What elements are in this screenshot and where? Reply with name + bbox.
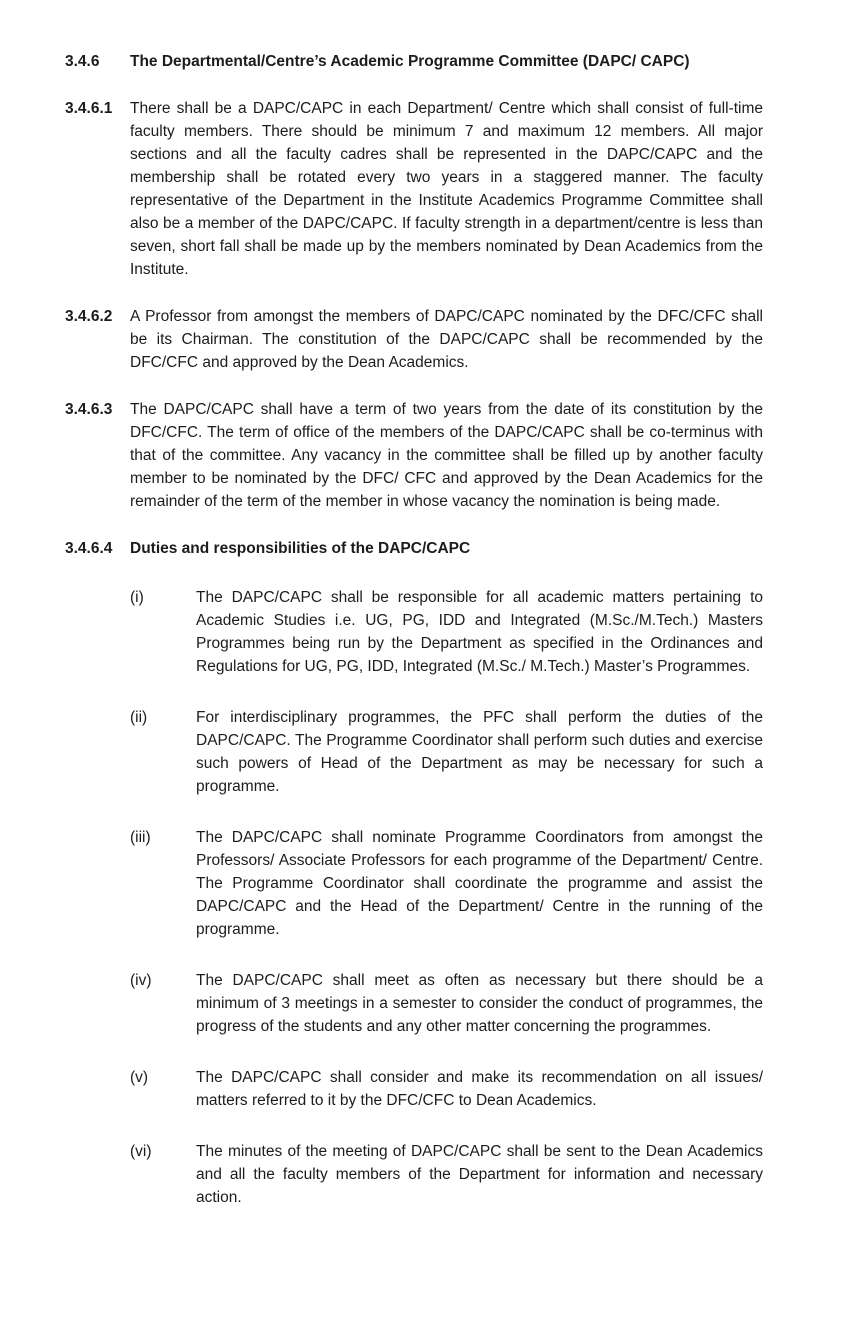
list-item-text: For interdisciplinary programmes, the PFC shall perform the duties of the DAPC/CAPC. The Programme Coordinator shall perform such duties and exercise such powers of Head of the Department as may be necessary for such a programme.: [196, 709, 763, 795]
list-item-v: [130, 1066, 763, 1112]
list-item-label: (ii): [130, 709, 148, 726]
clause-number: 3.4.6.1: [65, 100, 113, 117]
list-item-i: [130, 586, 763, 678]
clause-heading-text: Duties and responsibilities of the DAPC/CAPC: [130, 540, 471, 557]
list-item-text: The DAPC/CAPC shall nominate Programme Coordinators from amongst the Professors/ Associate Professors for each programme of the Department/ Centre. The Programme Coordinator shall coordinate the programme and assist the DAPC/CAPC and the Head of the Department/ Centre in the running of the programme.: [196, 829, 763, 938]
list-item-ii: [130, 706, 763, 798]
list-item-iv: [130, 969, 763, 1038]
section-heading-text: The Departmental/Centre’s Academic Programme Committee (DAPC/ CAPC): [130, 53, 690, 70]
section-3-4-6-heading: [65, 50, 763, 73]
clause-3-4-6-2: [65, 305, 763, 374]
clause-text: A Professor from amongst the members of DAPC/CAPC nominated by the DFC/CFC shall be its Chairman. The constitution of the DAPC/CAPC shall be recommended by the DFC/CFC and approved by the Dean Academics.: [130, 308, 763, 371]
clause-number: 3.4.6.3: [65, 401, 113, 418]
list-item-label: (vi): [130, 1143, 152, 1160]
duties-list: [130, 586, 763, 1209]
clause-text: The DAPC/CAPC shall have a term of two years from the date of its constitution by the DFC/CFC. The term of office of the members of the DAPC/CAPC shall be co-terminus with that of the committee. Any vacancy in the committee shall be filled up by another faculty member to be nominated by the DFC/ CFC and approved by the Dean Academics for the remainder of the term of the member in whose vacancy the nomination is being made.: [130, 401, 763, 510]
list-item-text: The minutes of the meeting of DAPC/CAPC shall be sent to the Dean Academics and all the faculty members of the Department for information and necessary action.: [196, 1143, 763, 1206]
list-item-iii: [130, 826, 763, 941]
clause-number: 3.4.6.4: [65, 540, 113, 557]
list-item-vi: [130, 1140, 763, 1209]
list-item-label: (iii): [130, 829, 151, 846]
list-item-label: (iv): [130, 972, 152, 989]
list-item-label: (i): [130, 589, 144, 606]
list-item-label: (v): [130, 1069, 149, 1086]
list-item-text: The DAPC/CAPC shall meet as often as necessary but there should be a minimum of 3 meetings in a semester to consider the conduct of programmes, the progress of the students and any other matter concerning the programmes.: [196, 972, 763, 1035]
section-number: 3.4.6: [65, 53, 100, 70]
list-item-text: The DAPC/CAPC shall be responsible for all academic matters pertaining to Academic Studies i.e. UG, PG, IDD and Integrated (M.Sc./M.Tech.) Masters Programmes being run by the Department as specified in the Ordinances and Regulations for UG, PG, IDD, Integrated (M.Sc./ M.Tech.) Master’s Programmes.: [196, 589, 763, 675]
clause-3-4-6-3: [65, 398, 763, 513]
clause-3-4-6-1: [65, 97, 763, 281]
clause-text: There shall be a DAPC/CAPC in each Department/ Centre which shall consist of full-time faculty members. There should be minimum 7 and maximum 12 members. All major sections and all the faculty cadres shall be represented in the DAPC/CAPC and the membership shall be rotated every two years in a staggered manner. The faculty representative of the Department in the Institute Academics Programme Committee shall also be a member of the DAPC/CAPC. If faculty strength in a department/centre is less than seven, short fall shall be made up by the members nominated by Dean Academics from the Institute.: [130, 100, 763, 278]
list-item-text: The DAPC/CAPC shall consider and make its recommendation on all issues/ matters referred to it by the DFC/CFC to Dean Academics.: [196, 1069, 763, 1109]
clause-3-4-6-4-heading: [65, 537, 763, 560]
clause-number: 3.4.6.2: [65, 308, 113, 325]
